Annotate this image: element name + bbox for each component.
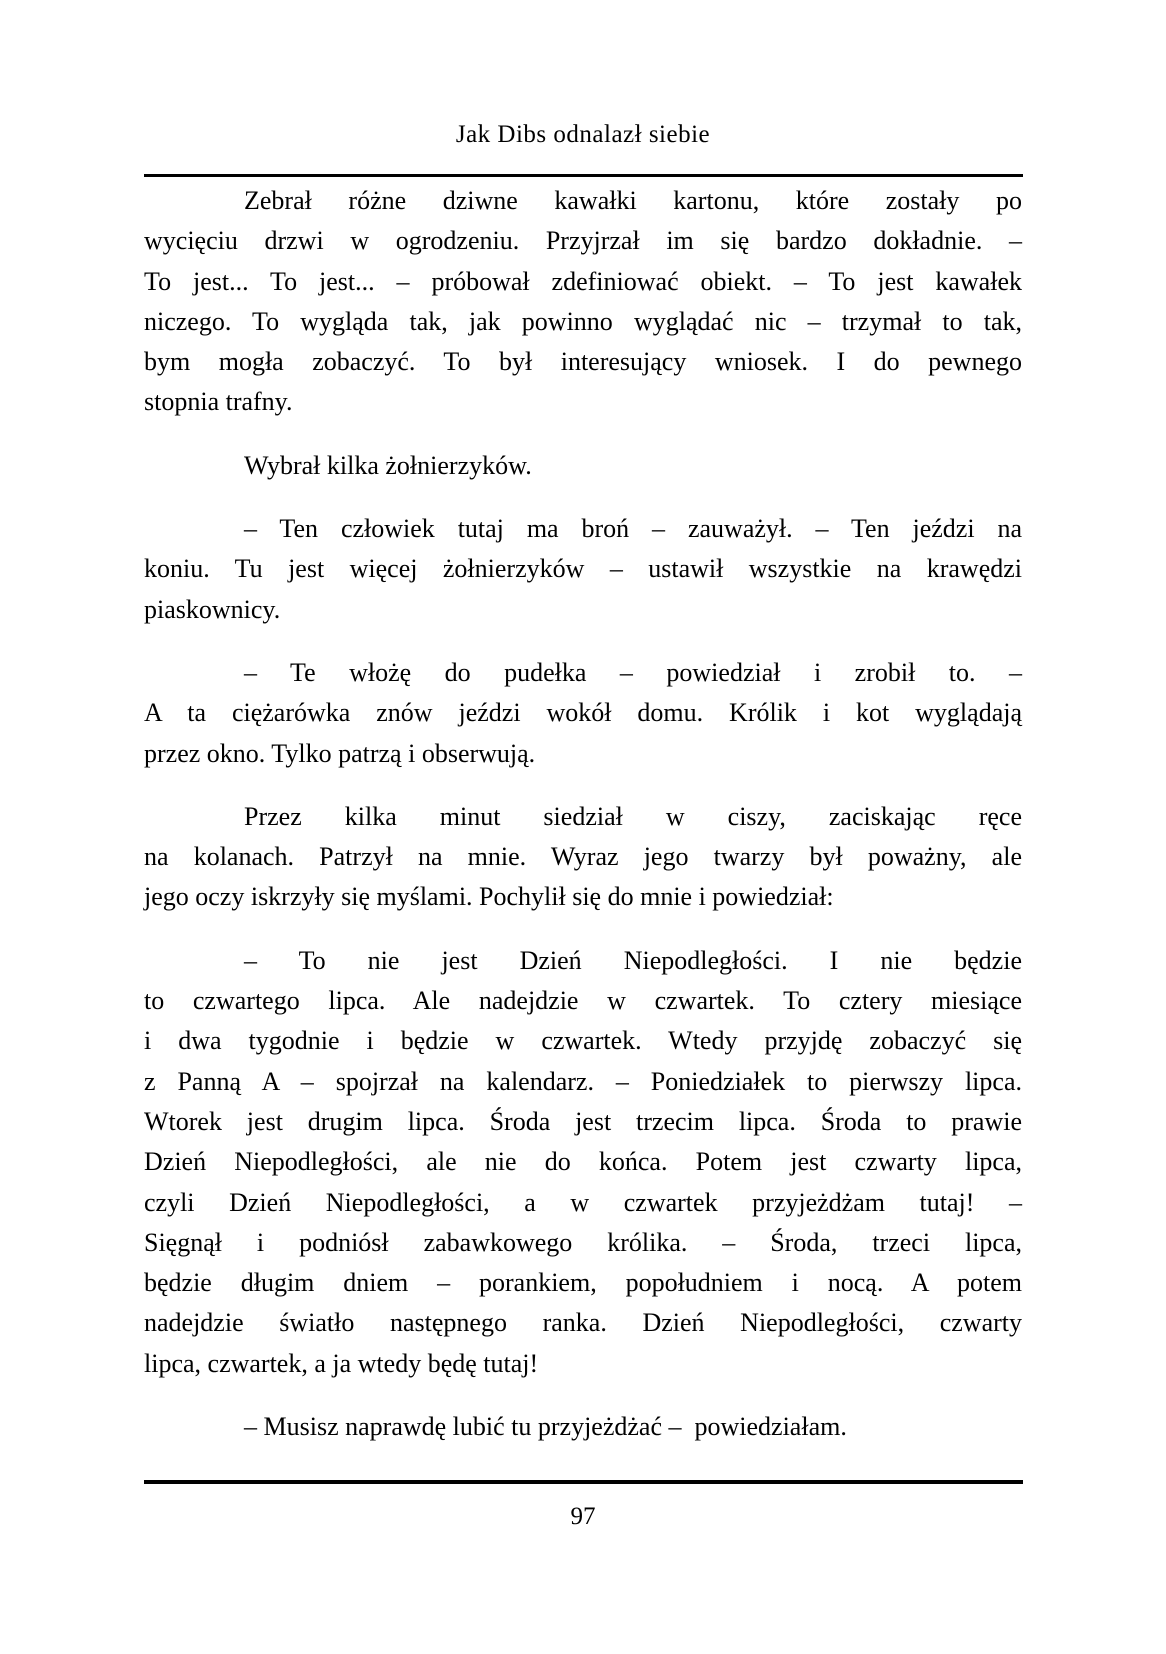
paragraph [144, 509, 1022, 630]
text-line: – Te włożę do pudełka – powiedział i zrobił to. – [244, 657, 1022, 687]
text-line: na kolanach. Patrzył na mnie. Wyraz jego twarzy był poważny, ale [144, 842, 1022, 872]
text-line: – To nie jest Dzień Niepodległości. I nie będzie [244, 945, 1022, 975]
running-header [0, 120, 1166, 150]
paragraph [144, 181, 1022, 423]
text-line: Wybrał kilka żołnierzyków. [244, 450, 532, 480]
paragraph [144, 941, 1022, 1384]
text-line: czyli Dzień Niepodległości, a w czwartek przyjeżdżam tutaj! – [144, 1187, 1022, 1217]
text-line: Sięgnął i podniósł zabawkowego królika. – Środa, trzeci lipca, [144, 1227, 1022, 1257]
text-line: Wtorek jest drugim lipca. Środa jest trzecim lipca. Środa to prawie [144, 1106, 1022, 1136]
text-line: jego oczy iskrzyły się myślami. Pochylił się do mnie i powiedział: [144, 882, 834, 912]
page-body [144, 181, 1022, 1447]
paragraph [144, 1407, 1022, 1447]
text-line: będzie długim dniem – porankiem, popołudniem i nocą. A potem [144, 1268, 1022, 1298]
text-line: i dwa tygodnie i będzie w czwartek. Wtedy przyjdę zobaczyć się [144, 1026, 1022, 1056]
text-line: piaskownicy. [144, 594, 281, 624]
page-number: 97 [570, 1503, 596, 1530]
page-footer [0, 1502, 1166, 1532]
text-line: To jest... To jest... – próbował zdefiniować obiekt. – To jest kawałek [144, 266, 1022, 296]
text-line: lipca, czwartek, a ja wtedy będę tutaj! [144, 1348, 539, 1378]
text-line: z Panną A – spojrzał na kalendarz. – Poniedziałek to pierwszy lipca. [144, 1066, 1022, 1096]
text-line: nadejdzie światło następnego ranka. Dzień Niepodległości, czwarty [144, 1308, 1022, 1338]
header-divider [144, 174, 1023, 177]
paragraph [144, 797, 1022, 918]
text-line: Zebrał różne dziwne kawałki kartonu, które zostały po [244, 186, 1022, 215]
text-line: niczego. To wygląda tak, jak powinno wyglądać nic – trzymał to tak, [144, 306, 1022, 336]
text-line: wycięciu drzwi w ogrodzeniu. Przyjrzał im się bardzo dokładnie. – [144, 226, 1022, 256]
footer-divider [144, 1480, 1023, 1484]
text-line: przez okno. Tylko patrzą i obserwują. [144, 738, 536, 768]
text-line: Dzień Niepodległości, ale nie do końca. Potem jest czwarty lipca, [144, 1147, 1022, 1177]
text-line: to czwartego lipca. Ale nadejdzie w czwartek. To cztery miesiące [144, 986, 1022, 1016]
text-line: stopnia trafny. [144, 387, 293, 417]
text-line: Przez kilka minut siedział w ciszy, zaciskając ręce [244, 801, 1022, 831]
text-line: koniu. Tu jest więcej żołnierzyków – ustawił wszystkie na krawędzi [144, 554, 1022, 584]
page-title: Jak Dibs odnalazł siebie [455, 121, 711, 148]
text-line: bym mogła zobaczyć. To był interesujący wniosek. I do pewnego [144, 347, 1022, 377]
text-line: – Musisz naprawdę lubić tu przyjeżdżać – powiedziałam. [244, 1412, 847, 1442]
paragraph [144, 653, 1022, 774]
text-line: – Ten człowiek tutaj ma broń – zauważył. – Ten jeździ na [244, 514, 1022, 544]
text-line: A ta ciężarówka znów jeździ wokół domu. Królik i kot wyglądają [144, 698, 1022, 728]
paragraph [144, 446, 1022, 486]
